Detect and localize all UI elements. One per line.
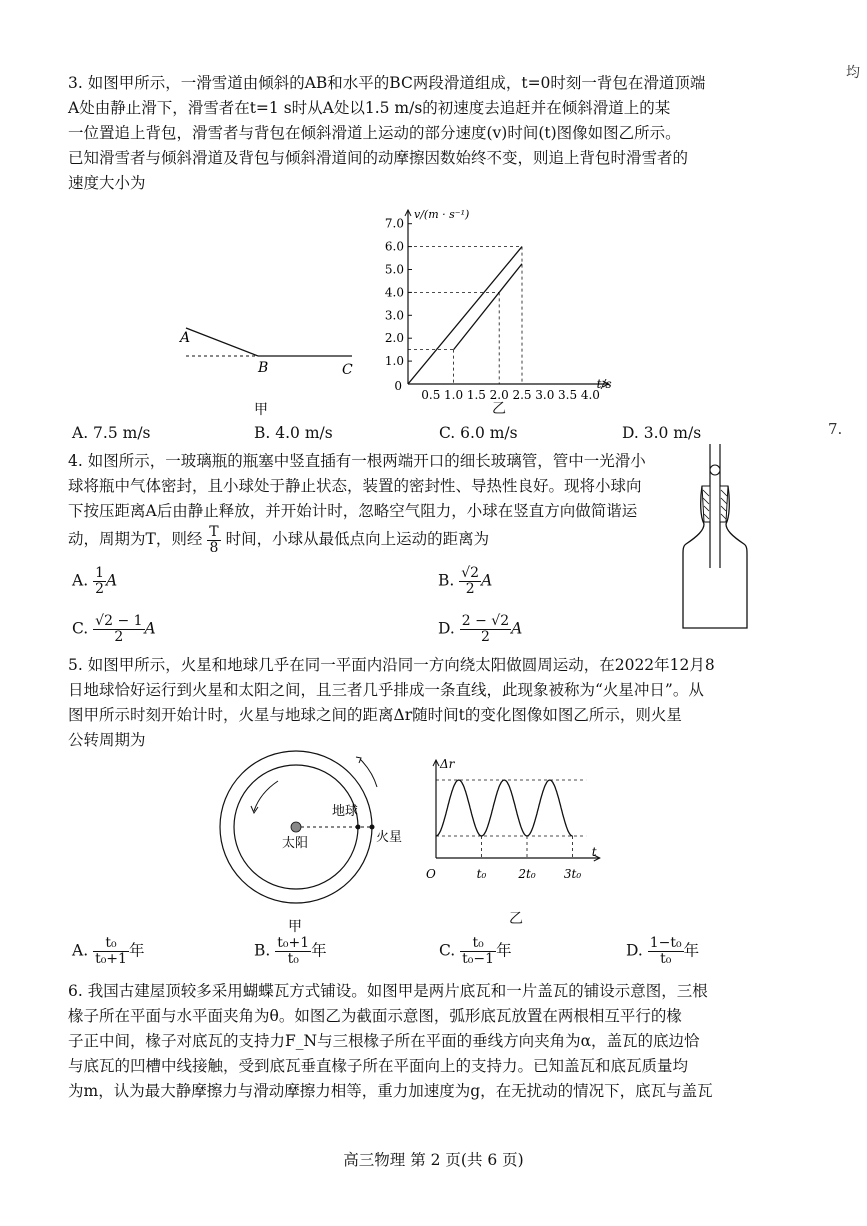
label-a: A [180, 330, 191, 346]
page-footer: 高三物理 第 2 页(共 6 页) [343, 1151, 524, 1169]
q4-line-3: 下按压距离A后由静止释放，并开始计时，忽略空气阻力，小球在竖直方向做简谐运 [68, 502, 638, 520]
mars-direction-arc [360, 759, 377, 787]
y-axis-label: v/(m · s⁻¹) [414, 207, 470, 221]
q4-bottle-figure [680, 440, 750, 636]
y-tick-label: 3.0 [384, 308, 404, 323]
ball-icon [710, 465, 720, 475]
q5-option-d: D. $\frac{\text{1−t₀}}{\text{t₀}}$ 年 [626, 935, 700, 967]
caption-jia: 甲 [254, 402, 268, 418]
y-tick-label: 4.0 [384, 285, 404, 300]
x-tick-label: 2.5 [512, 387, 532, 402]
label-b: B [258, 360, 269, 376]
q5-line-3: 图甲所示时刻开始计时，火星与地球之间的距离Δr随时间t的变化图像如图乙所示，则火星 [68, 706, 682, 724]
q6-line-4: 与底瓦的凹槽中线接触，受到底瓦垂直椽子所在平面向上的支持力。已知盖瓦和底瓦质量均 [68, 1057, 689, 1075]
q3-line-2: A处由静止滑下，滑雪者在t=1 s时从A处以1.5 m/s的初速度去追赶并在倾斜滑道上的某 [68, 99, 671, 117]
x-tick-label: t₀ [476, 867, 487, 881]
caption-yi: 乙 [509, 911, 523, 927]
y-tick-label: 7.0 [384, 216, 404, 231]
earth-icon [356, 825, 361, 830]
q5-option-c: C. $\frac{\text{t₀}}{\text{t₀−1}}$ 年 [439, 935, 512, 967]
slope-ab [186, 328, 258, 356]
q3-line-3: 一位置追上背包，滑雪者与背包在倾斜滑道上运动的部分速度(v)时间(t)图像如图乙所示。 [68, 124, 681, 142]
distance-curve [436, 780, 573, 836]
glass-tube [710, 444, 720, 568]
q5-dr-chart [418, 752, 608, 930]
caption-jia: 甲 [288, 919, 302, 935]
q3-line-5: 速度大小为 [68, 174, 146, 192]
q6-line-3: 子正中间，椽子对底瓦的支持力F_N与三根椽子所在平面的垂线方向夹角为α，盖瓦的底边恰 [68, 1032, 700, 1050]
x-tick-label: 0.5 [421, 387, 441, 402]
sun-label: 太阳 [282, 836, 309, 851]
x-tick-label: 3t₀ [563, 867, 582, 881]
q6-line-5: 为m，认为最大静摩擦力与滑动摩擦力相等，重力加速度为g，在无扰动的情况下，底瓦与盖瓦 [68, 1082, 713, 1100]
q5-option-b: B. $\frac{\text{t₀+1}}{\text{t₀}}$ 年 [254, 935, 327, 967]
series-line-2 [454, 264, 522, 350]
q5-orbit-figure [212, 755, 412, 937]
x-axis-label: t/s [596, 377, 612, 391]
q5-line-4: 公转周期为 [68, 731, 146, 749]
x-tick-label: 3.0 [535, 387, 555, 402]
mars-icon [370, 825, 375, 830]
q4-option-c: C. $\frac{√2 - 1}{2}$ A [72, 613, 156, 645]
q3-option-d: D. 3.0 m/s [622, 424, 702, 442]
bottle-outline [683, 486, 747, 628]
q5-option-a: A. $\frac{\text{t₀}}{\text{t₀+1}}$ 年 [72, 935, 145, 967]
sun-icon [291, 822, 301, 832]
y-axis-label: Δr [440, 757, 455, 771]
y-tick-label: 6.0 [384, 239, 404, 254]
x-tick-label: 1.5 [466, 387, 486, 402]
frac-num: T [209, 523, 219, 540]
series-line-1 [408, 247, 522, 384]
edge-mark-q7: 7. [828, 420, 843, 438]
q6-line-1: 6. 我国古建屋顶较多采用蝴蝶瓦方式铺设。如图甲是两片底瓦和一片盖瓦的铺设示意图，三根 [68, 982, 708, 1000]
q3-slope-figure [170, 310, 370, 420]
q3-vt-chart [380, 182, 650, 402]
x-tick-label: 2t₀ [518, 867, 536, 881]
y-tick-label: 2.0 [384, 331, 404, 346]
mars-label: 火星 [376, 830, 403, 845]
q4-option-b: B. $\frac{√2}{2}$ A [438, 565, 493, 597]
label-c: C [342, 362, 353, 378]
q4-line-2: 球将瓶中气体密封，且小球处于静止状态，装置的密封性、导热性良好。现将小球向 [68, 477, 642, 495]
q4-line-4 [68, 522, 489, 556]
edge-mark-top: 均 [846, 65, 860, 81]
earth-label: 地球 [332, 804, 359, 819]
y-tick-label: 5.0 [384, 262, 404, 277]
q3-option-a: A. 7.5 m/s [72, 424, 151, 442]
q4-line-1: 4. 如图所示，一玻璃瓶的瓶塞中竖直插有一根两端开口的细长玻璃管，管中一光滑小 [68, 452, 646, 470]
q3-line-1: 3. 如图甲所示，一滑雪道由倾斜的AB和水平的BC两段滑道组成，t=0时刻一背包在滑道顶端 [68, 74, 706, 92]
q4-line-4-pre: 动，周期为T，则经 [68, 530, 203, 548]
origin-label: 0 [394, 379, 402, 393]
q3-option-b: B. 4.0 m/s [254, 424, 333, 442]
q5-line-1: 5. 如图甲所示，火星和地球几乎在同一平面内沿同一方向绕太阳做圆周运动，在2022年12月8 [68, 656, 715, 674]
q5-line-2: 日地球恰好运行到火星和太阳之间，且三者几乎排成一条直线，此现象被称为“火星冲日”。从 [68, 681, 704, 699]
q3-line-4: 已知滑雪者与倾斜滑道及背包与倾斜滑道间的动摩擦因数始终不变，则追上背包时滑雪者的 [68, 149, 689, 167]
q4-period-fraction [207, 525, 220, 556]
q6-line-2: 椽子所在平面与水平面夹角为θ。如图乙为截面示意图，弧形底瓦放置在两根相互平行的椽 [68, 1007, 682, 1025]
q4-option-a: A. $\frac{1}{2}$ A [72, 565, 118, 597]
x-tick-label: 3.5 [558, 387, 578, 402]
q4-option-d: D. $\frac{2 - √2}{2}$ A [438, 613, 523, 645]
q4-line-4-post: 时间，小球从最低点向上运动的距离为 [225, 530, 490, 548]
frac-den: 8 [209, 539, 219, 556]
x-tick-label: 1.0 [444, 387, 464, 402]
origin-label: O [426, 867, 436, 881]
y-tick-label: 1.0 [384, 354, 404, 369]
q3-option-c: C. 6.0 m/s [439, 424, 518, 442]
x-tick-label: 4.0 [580, 387, 600, 402]
x-axis-label: t [591, 845, 597, 859]
arrow-icon-2 [356, 757, 361, 763]
x-tick-label: 2.0 [489, 387, 509, 402]
earth-direction-arc [254, 781, 278, 811]
caption-yi: 乙 [492, 401, 506, 417]
